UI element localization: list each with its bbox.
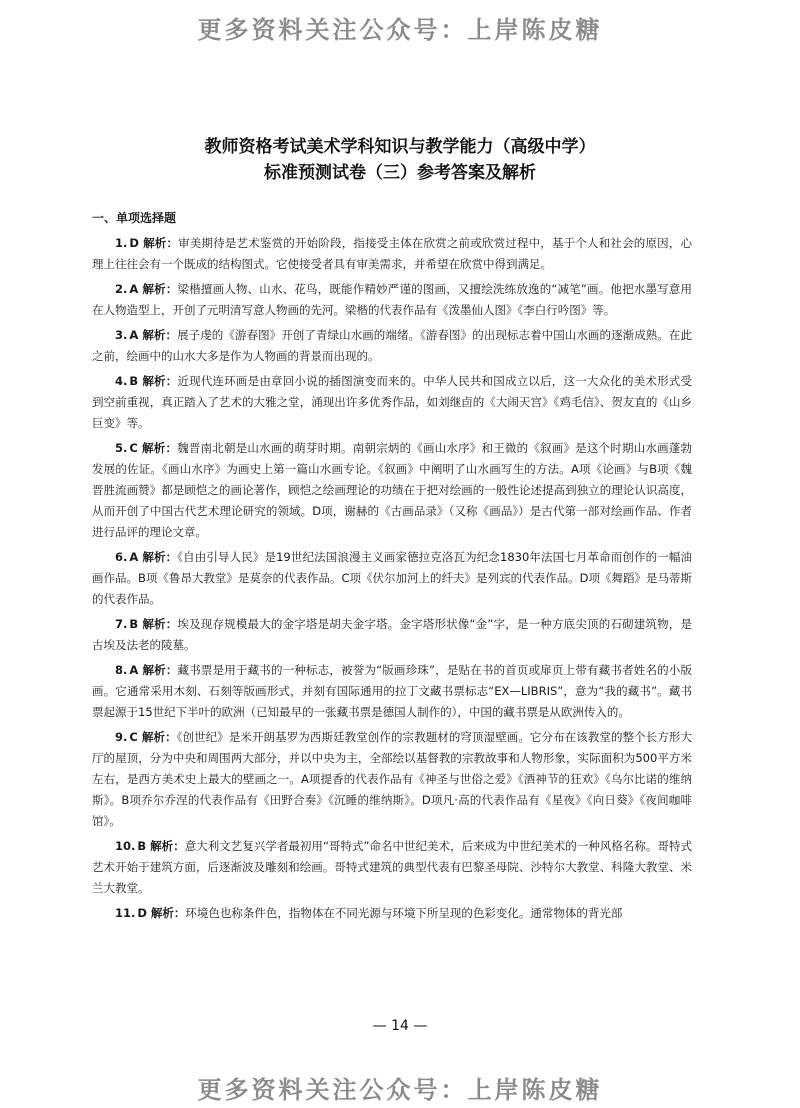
item-number: 5. [115,441,128,455]
answer-item-2 [92,279,692,321]
item-text: 梁楷擅画人物、山水、花鸟，既能作精妙严谨的图画，又擅绘洗练放逸的“减笔”画。他把水墨写意用在人物造型上，开创了元明清写意人物画的先河。梁楷的代表作品有《泼墨仙人图》《李白行吟图》等。 [92,282,692,317]
explain-label: 解析： [142,282,178,296]
answer-item-8 [92,660,692,723]
item-answer: A [129,550,139,564]
item-text: 近现代连环画是由章回小说的插图演变而来的。中华人民共和国成立以后，这一大众化的美术形式受到空前重视，真正踏入了艺术的大雅之堂，涌现出许多优秀作品，如刘继卣的《大闹天宫》《鸡毛信》、贺友直的《山乡巨变》等。 [92,374,692,430]
answer-item-5 [92,438,692,543]
item-text: 魏晋南北朝是山水画的萌芽时期。南朝宗炳的《画山水序》和王微的《叙画》是这个时期山水画蓬勃发展的佐证。《画山水序》为画史上第一篇山水画专论。《叙画》中阐明了山水画写生的方法。A项《论画》与B项《魏晋胜流画赞》都是顾恺之的画论著作，顾恺之绘画理论的功绩在于把对绘画的一般性论述提高到独立的理论认识高度，从而开创了中国古代艺术理论研究的领域。D项，谢赫的《古画品录》（又称《画品》）是古代第一部对绘画作品、作者进行品评的理论文章。 [92,441,692,539]
explain-label: 解析： [142,663,178,677]
section-heading: 一、单项选择题 [92,211,177,225]
item-answer: C [129,441,138,455]
item-number: 3. [115,328,128,342]
answer-item-3 [92,325,692,367]
watermark-bottom: 更多资料关注公众号：上岸陈皮糖 [197,1076,603,1104]
item-text: 审美期待是艺术鉴赏的开始阶段，指接受主体在欣赏之前或欣赏过程中，基于个人和社会的原因，心理上往往会有一个既成的结构图式。它使接受者具有审美需求，并希望在欣赏中得到满足。 [92,236,692,271]
answer-list [92,233,692,928]
item-answer: B [129,617,139,631]
item-answer: D [129,236,139,250]
answer-item-10 [92,836,692,899]
answer-item-4 [92,371,692,434]
item-text: 藏书票是用于藏书的一种标志，被誉为“版画珍珠”，是贴在书的首页或扉页上带有藏书者姓名的小版画。它通常采用木刻、石刻等版画形式，并刻有国际通用的拉丁文藏书票标志“EX—LIBRIS”，意为“我的藏书”。藏书票起源于15世纪下半叶的欧洲（已知最早的一张藏书票是德国人制作的），中国的藏书票是从欧洲传入的。 [92,663,692,719]
item-text: 埃及现存规模最大的金字塔是胡夫金字塔。金字塔形状像“金”字，是一种方底尖顶的石砌建筑物，是古埃及法老的陵墓。 [92,617,692,652]
item-answer: A [129,282,139,296]
item-number: 2. [115,282,128,296]
item-text: 意大利文艺复兴学者最初用“哥特式”命名中世纪美术，后来成为中世纪美术的一种风格名称。哥特式艺术开始于建筑方面，后逐渐波及雕刻和绘画。哥特式建筑的典型代表有巴黎圣母院、沙特尔大教堂、科隆大教堂、米兰大教堂。 [92,839,692,895]
item-text: 环境色也称条件色，指物体在不同光源与环境下所呈现的色彩变化。通常物体的背光部 [185,906,623,920]
explain-label: 解析： [150,839,185,853]
item-text: 《自由引导人民》是19世纪法国浪漫主义画家德拉克洛瓦为纪念1830年法国七月革命而创作的一幅油画作品。B项《鲁昂大教堂》是莫奈的代表作品。C项《伏尔加河上的纤夫》是列宾的代表作品。D项《舞蹈》是马蒂斯的代表作品。 [92,550,692,606]
item-answer: C [129,730,138,744]
item-answer: A [129,663,139,677]
item-number: 1. [115,236,128,250]
watermark-top: 更多资料关注公众号：上岸陈皮糖 [197,16,603,44]
page-title-line2: 标准预测试卷（三）参考答案及解析 [264,163,536,183]
item-answer: D [137,906,147,920]
answer-item-6 [92,547,692,610]
item-answer: A [129,328,139,342]
explain-label: 解析： [142,617,178,631]
page-title-line1: 教师资格考试美术学科知识与教学能力（高级中学） [204,137,596,157]
explain-label: 解析： [142,236,179,250]
explain-label: 解析： [142,328,178,342]
page-number: — 14 — [372,1018,428,1034]
explain-label: 解析： [142,374,178,388]
explain-label: 解析： [141,441,178,455]
item-number: 9. [115,730,128,744]
answer-item-7 [92,614,692,656]
item-text: 展子虔的《游春图》开创了青绿山水画的端绪。《游春图》的出现标志着中国山水画的逐渐成熟。在此之前，绘画中的山水大多是作为人物画的背景而出现的。 [92,328,693,363]
item-answer: B [137,839,147,853]
item-text: 《创世纪》是米开朗基罗为西斯廷教堂创作的宗教题材的穹顶湿壁画。它分布在该教堂的整个长方形大厅的屋顶，分为中央和周围两大部分，并以中央为主，全部绘以基督教的宗教故事和人物形象，实际面积为500平方米左右，是西方美术史上最大的壁画之一。A项提香的代表作品有《神圣与世俗之爱》《酒神节的狂欢》《乌尔比诺的维纳斯》。B项乔尔乔涅的代表作品有《田野合奏》《沉睡的维纳斯》。D项凡·高的代表作品有《星夜》《向日葵》《夜间咖啡馆》。 [92,730,692,828]
answer-item-11 [92,903,692,924]
item-number: 4. [115,374,128,388]
item-number: 6. [115,550,128,564]
item-number: 7. [115,617,128,631]
item-answer: B [129,374,139,388]
explain-label: 解析： [150,906,186,920]
answer-item-9 [92,727,692,832]
item-number: 11. [115,906,136,920]
explain-label: 解析： [141,730,177,744]
explain-label: 解析： [142,550,178,564]
item-number: 10. [115,839,136,853]
item-number: 8. [115,663,128,677]
answer-item-1 [92,233,692,275]
